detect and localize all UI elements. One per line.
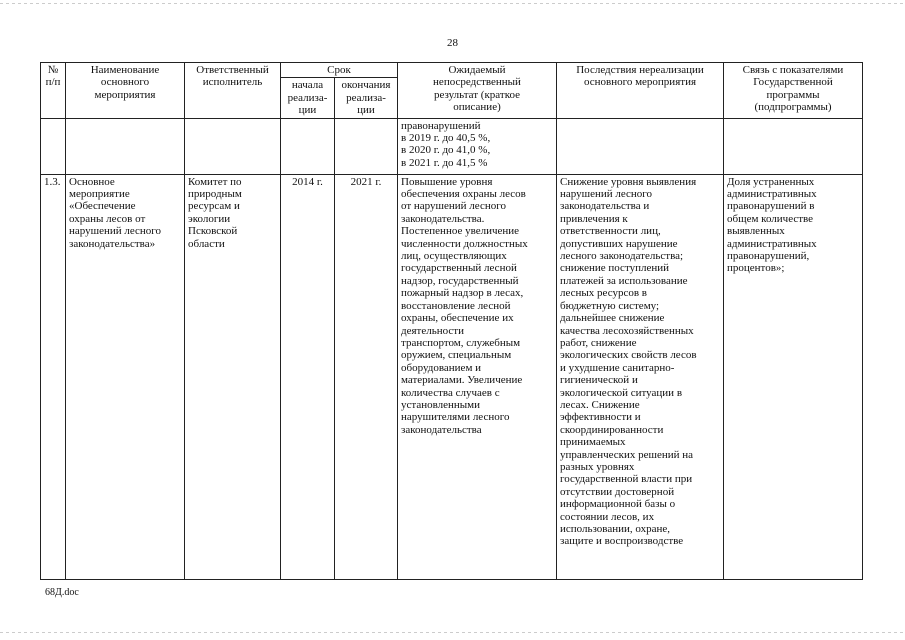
- cell-term-start-empty: [281, 118, 335, 174]
- header-term: Срок: [281, 63, 398, 78]
- cell-term-start: 2014 г.: [281, 174, 335, 579]
- header-num: № п/п: [41, 63, 66, 119]
- header-indicators: Связь с показателями Государственной программы (подпрограммы): [724, 63, 863, 119]
- measures-table: [40, 62, 863, 580]
- cell-consequences: Снижение уровня выявления нарушений лесного законодательства и привлечения к ответственности лиц, допустивших нарушение лесного законодательства; снижение поступлений платежей за использование лесных ресурсов в бюджетную систему; дальнейшее снижение качества лесохозяйственных работ, снижение экологических свойств лесов и ухудшение санитарно- гигиенической и экологической ситуации в лесах. Снижение эффективности и скоординированности принимаемых управленческих решений на разных уровнях государственной власти при отсутствии достоверной информационной базы о состоянии лесов, их использовании, охране, защите и воспроизводстве: [557, 174, 724, 579]
- cell-expected: Повышение уровня обеспечения охраны лесов от нарушений лесного законодательства. Постепенное увеличение численности должностных лиц, осуществляющих государственный лесной надзор, государственный пожарный надзор в лесах, восстановление лесной охраны, обеспечение их деятельности транспортом, служебным оружием, специальным оборудованием и материалами. Увеличение количества случаев с установленными нарушителями лесного законодательства: [398, 174, 557, 579]
- cell-name: Основное мероприятие «Обеспечение охраны лесов от нарушений лесного законодательства»: [66, 174, 185, 579]
- cell-indicators-empty: [724, 118, 863, 174]
- table-row-continuation: [41, 118, 863, 174]
- scan-edge-bottom: [0, 632, 905, 633]
- table-row-1-3: [41, 174, 863, 579]
- cell-term-end-empty: [335, 118, 398, 174]
- scan-edge-top: [0, 3, 905, 4]
- cell-executor-empty: [185, 118, 281, 174]
- cell-indicators: Доля устраненных административных правонарушений в общем количестве выявленных административных правонарушений, процентов»;: [724, 174, 863, 579]
- header-consequences: Последствия нереализации основного мероприятия: [557, 63, 724, 119]
- header-executor: Ответственный исполнитель: [185, 63, 281, 119]
- file-name: 68Д.doc: [45, 587, 79, 598]
- page-number: 28: [447, 37, 458, 49]
- cell-name-empty: [66, 118, 185, 174]
- cell-expected-continuation: правонарушений в 2019 г. до 40,5 %, в 2020 г. до 41,0 %, в 2021 г. до 41,5 %: [398, 118, 557, 174]
- cell-consequences-empty: [557, 118, 724, 174]
- header-row: [41, 63, 863, 78]
- header-term-start: начала реализа- ции: [281, 78, 335, 118]
- cell-executor: Комитет по природным ресурсам и экологии Псковской области: [185, 174, 281, 579]
- header-expected: Ожидаемый непосредственный результат (краткое описание): [398, 63, 557, 119]
- cell-num-empty: [41, 118, 66, 174]
- cell-num: 1.3.: [41, 174, 66, 579]
- header-name: Наименование основного мероприятия: [66, 63, 185, 119]
- header-term-end: окончания реализа- ции: [335, 78, 398, 118]
- cell-term-end: 2021 г.: [335, 174, 398, 579]
